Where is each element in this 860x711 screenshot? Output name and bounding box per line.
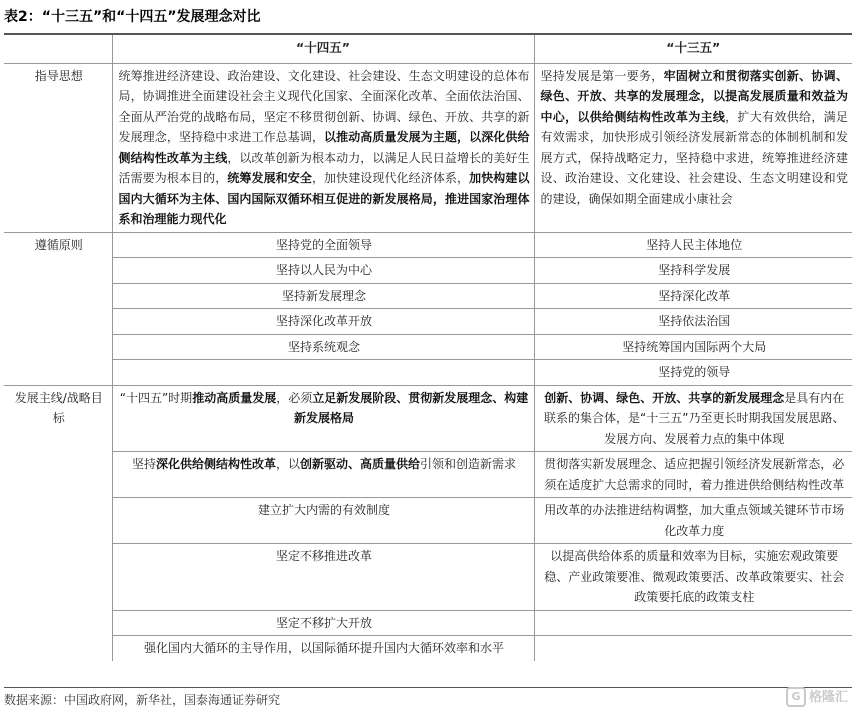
principle-13th: 坚持人民主体地位 [534,232,852,258]
goal-13th [534,636,852,661]
principles-row-5 [4,334,852,360]
bottom-rule [4,687,852,688]
goals-row-4 [4,544,852,611]
header-empty [4,35,112,63]
logo-icon: G [786,687,806,707]
guiding-13th: 坚持发展是第一要务，牢固树立和贯彻落实创新、协调、绿色、开放、共享的发展理念，以提高发展质量和效益为中心，以供给侧结构性改革为主线，扩大有效供给，满足有效需求，加快形成引领经济发展新常态的体制机制和发展方式，保持战略定力，坚持稳中求进，统筹推进经济建设、政治建设、文化建设、社会建设、生态文明建设和党的建设，确保如期全面建成小康社会 [534,63,852,232]
principle-14th: 坚持党的全面领导 [112,232,534,258]
label-principles: 遵循原则 [4,232,112,385]
principles-row-1 [4,232,852,258]
goals-row-1 [4,385,852,452]
goals-row-6 [4,636,852,661]
label-goals: 发展主线/战略目标 [4,385,112,661]
goal-14th: 强化国内大循环的主导作用，以国际循环提升国内大循环效率和水平 [112,636,534,661]
goal-14th: “十四五”时期推动高质量发展，必须立足新发展阶段、贯彻新发展理念、构建新发展格局 [112,385,534,452]
principle-13th: 坚持党的领导 [534,360,852,386]
goal-14th: 坚持深化供给侧结构性改革，以创新驱动、高质量供给引领和创造新需求 [112,452,534,498]
header-row [4,35,852,63]
source-note: 数据来源：中国政府网，新华社，国泰海通证券研究 [4,693,281,707]
goal-14th: 坚定不移扩大开放 [112,610,534,636]
goals-row-2 [4,452,852,498]
label-guiding: 指导思想 [34,68,83,83]
guiding-14th: 统筹推进经济建设、政治建设、文化建设、社会建设、生态文明建设的总体布局，协调推进全面建设社会主义现代化国家、全面深化改革、全面依法治国、全面从严治党的战略布局，坚定不移贯彻创新、协调、绿色、开放、共享的新发展理念，坚持稳中求进工作总基调，以推动高质量发展为主题，以深化供给侧结构性改革为主线，以改革创新为根本动力，以满足人民日益增长的美好生活需要为根本目的，统筹发展和安全，加快建设现代化经济体系，加快构建以国内大循环为主体、国内国际双循环相互促进的新发展格局，推进国家治理体系和治理能力现代化 [112,63,534,232]
goal-14th: 坚定不移推进改革 [112,544,534,611]
principle-13th: 坚持依法治国 [534,309,852,335]
goal-13th [534,610,852,636]
principles-row-6 [4,360,852,386]
principle-14th: 坚持以人民为中心 [112,258,534,284]
principles-row-4 [4,309,852,335]
goal-14th: 建立扩大内需的有效制度 [112,498,534,544]
goal-13th: 贯彻落实新发展理念、适应把握引领经济发展新常态，必须在适度扩大总需求的同时，着力推进供给侧结构性改革 [534,452,852,498]
goals-row-5 [4,610,852,636]
goal-13th: 以提高供给体系的质量和效率为目标，实施宏观政策要稳、产业政策要准、微观政策要活、改革政策要实、社会政策要托底的政策支柱 [534,544,852,611]
table-title: 表2：“十三五”和“十四五”发展理念对比 [4,9,261,25]
header-13th: “十三五” [534,35,852,63]
guiding-row [4,63,852,232]
comparison-table [4,35,852,661]
principle-14th: 坚持新发展理念 [112,283,534,309]
watermark-logo [786,686,848,708]
principle-14th: 坚持深化改革开放 [112,309,534,335]
goal-13th: 用改革的办法推进结构调整，加大重点领域关键环节市场化改革力度 [534,498,852,544]
principles-row-3 [4,283,852,309]
goal-13th: 创新、协调、绿色、开放、共享的新发展理念是具有内在联系的集合体，是“十三五”乃至更长时期我国发展思路、发展方向、发展着力点的集中体现 [534,385,852,452]
goals-row-3 [4,498,852,544]
principle-14th [112,360,534,386]
principle-14th: 坚持系统观念 [112,334,534,360]
principle-13th: 坚持科学发展 [534,258,852,284]
principles-row-2 [4,258,852,284]
principle-13th: 坚持统筹国内国际两个大局 [534,334,852,360]
header-14th: “十四五” [112,35,534,63]
principle-13th: 坚持深化改革 [534,283,852,309]
watermark-text: 格隆汇 [808,689,848,705]
